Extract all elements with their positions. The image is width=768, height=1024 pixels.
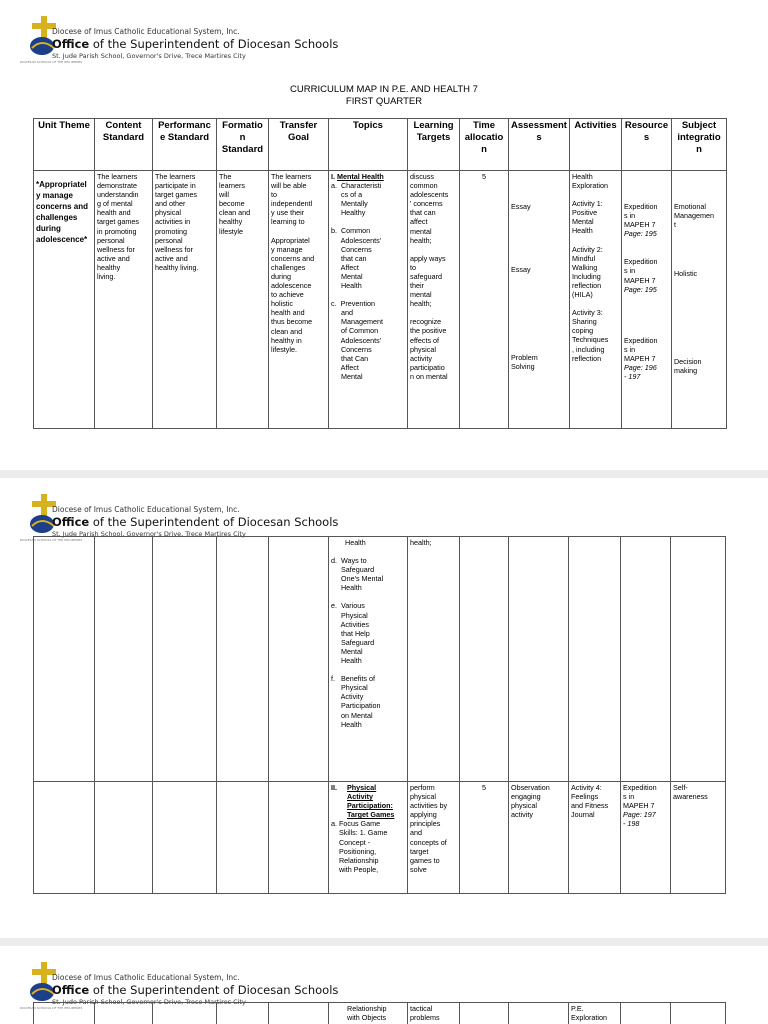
table-row [34, 1003, 726, 1024]
topics-cell: Relationship with Objects [329, 1003, 408, 1024]
topics-cell: I. Mental Health a. Characteristi cs of a Mentally Healthy b. Common Adolescents' Concerns that can Affect Mental Health c. Prevention and Management of Common Adolescents' Concerns that Can Affect Mental [329, 171, 408, 429]
motto-line: DIOCESAN SCHOOLS OF THE PHILIPPINES [20, 60, 83, 64]
curriculum-table-continued [33, 1002, 726, 1024]
col-resources: Resource s [621, 119, 671, 171]
activities-cell: Health Exploration Activity 1: Positive Mental Health Activity 2: Mindful Walking Including reflection (HILA) Activity 3: Sharing coping Techniques , including reflection [569, 171, 621, 429]
school-line: St. Jude Parish School, Governor's Drive, Trece Martires City [52, 52, 246, 60]
resources-cell: Expedition s in MAPEH 7 Page: 195 Expedition s in MAPEH 7 Page: 195 Expedition s in MAPEH 7 Page: 196 - 197 [621, 171, 671, 429]
col-formation-standard: Formatio n Standard [217, 119, 269, 171]
col-time-allocation: Time allocatio n [460, 119, 509, 171]
school-line: St. Jude Parish School, Governor's Drive, Trece Martires City [52, 530, 246, 538]
col-subject-integration: Subject integratio n [671, 119, 726, 171]
learning-targets-cell: discuss common adolescents ' concerns that can affect mental health; apply ways to safeguard their mental health; recognize the positive effects of physical activity participatio n on mental [408, 171, 460, 429]
assessments-cell: Observation engaging physical activity [509, 782, 569, 894]
formation-standard-cell: The learners will become clean and healthy lifestyle [217, 171, 269, 429]
learning-targets-cell: tactical problems [408, 1003, 460, 1024]
header-row [34, 119, 727, 171]
page-2 [0, 478, 768, 938]
col-topics: Topics [329, 119, 408, 171]
diocese-line: Diocese of Imus Catholic Educational System, Inc. [52, 505, 240, 514]
learning-targets-cell: perform physical activities by applying principles and concepts of target games to solve [408, 782, 460, 894]
subject-integration-cell: Self- awareness [671, 782, 726, 894]
learning-targets-cell: health; [408, 537, 460, 782]
col-transfer-goal: Transfer Goal [269, 119, 329, 171]
table-row [34, 171, 727, 429]
col-activities: Activities [569, 119, 621, 171]
curriculum-table [33, 118, 727, 429]
diocese-line: Diocese of Imus Catholic Educational System, Inc. [52, 27, 240, 36]
content-standard-cell: The learners demonstrate understandin g of mental health and target games in promoting personal wellness for active and healthy living. [95, 171, 153, 429]
page-3 [0, 946, 768, 1024]
topics-cell: Health d. Ways to Safeguard One's Mental Health e. Various Physical Activities that Help Safeguard Mental Health f. Benefits of Physical Activity Participation on Mental Health [329, 537, 408, 782]
col-unit-theme: Unit Theme [34, 119, 95, 171]
col-performance-standard: Performanc e Standard [153, 119, 217, 171]
table-row [34, 537, 726, 782]
office-line: Office of the Superintendent of Diocesan Schools [52, 515, 339, 529]
office-line: Office of the Superintendent of Diocesan Schools [52, 983, 339, 997]
office-line: Office of the Superintendent of Diocesan Schools [52, 37, 339, 51]
col-assessments: Assessment s [509, 119, 570, 171]
table-row [34, 782, 726, 894]
unit-theme-cell: *Appropriatel y manage concerns and challenges during adolescence* [34, 171, 95, 429]
motto-line: DIOCESAN SCHOOLS OF THE PHILIPPINES [20, 1006, 83, 1010]
letterhead [20, 16, 420, 64]
page-1 [0, 0, 768, 470]
col-content-standard: Content Standard [95, 119, 153, 171]
motto-line: DIOCESAN SCHOOLS OF THE PHILIPPINES [20, 538, 83, 542]
school-line: St. Jude Parish School, Governor's Drive, Trece Martires City [52, 998, 246, 1006]
document-title: CURRICULUM MAP IN P.E. AND HEALTH 7 FIRST QUARTER [290, 84, 478, 107]
time-allocation-cell: 5 [460, 171, 509, 429]
diocese-line: Diocese of Imus Catholic Educational System, Inc. [52, 973, 240, 982]
subject-integration-cell: Emotional Managemen t Holistic Decision making [671, 171, 726, 429]
activities-cell: Activity 4: Feelings and Fitness Journal [569, 782, 621, 894]
performance-standard-cell: The learners participate in target games and other physical activities in promoting personal wellness for active and healthy living. [153, 171, 217, 429]
col-learning-targets: Learning Targets [408, 119, 460, 171]
letterhead [20, 494, 420, 542]
topics-cell: II. Physical Activity Participation: Target Games a. Focus Game Skills: 1. Game Concept - Positioning, Relationship with People, [329, 782, 408, 894]
resources-cell: Expedition s in MAPEH 7 Page: 197 - 198 [621, 782, 671, 894]
time-allocation-cell: 5 [460, 782, 509, 894]
activities-cell: P.E. Exploration [569, 1003, 621, 1024]
curriculum-table-continued [33, 536, 726, 894]
assessments-cell: Essay Essay Problem Solving [509, 171, 570, 429]
transfer-goal-cell: The learners will be able to independentl y use their learning to Appropriatel y manage concerns and challenges during adolescence to achieve holistic health and thus become clean and healthy in lifestyle. [269, 171, 329, 429]
